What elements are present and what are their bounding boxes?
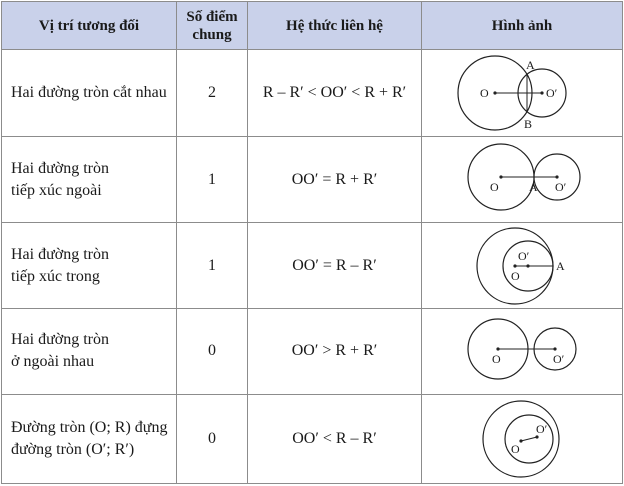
label-O2: O′: [553, 351, 565, 366]
center-point-O2: [526, 264, 529, 267]
position-line: tiếp xúc trong: [11, 267, 100, 285]
label-B: B: [524, 117, 533, 132]
label-A: A: [556, 258, 565, 273]
table-row: [2, 50, 623, 137]
label-O: O: [480, 86, 489, 101]
points-cell: 0: [177, 394, 248, 483]
label-O: O: [490, 180, 499, 195]
label-O2: O′: [518, 248, 530, 263]
header-image: Hình ảnh: [422, 2, 623, 50]
points-cell: 1: [177, 137, 248, 223]
figure-cell: [422, 308, 623, 394]
position-cell: [2, 137, 177, 223]
label-A: A: [529, 180, 538, 195]
relation-cell: R – R′ < OO′ < R + R′: [248, 50, 422, 137]
circle-positions-table: [1, 1, 623, 484]
center-point-O2: [555, 176, 558, 179]
separate-circles-figure: [422, 309, 622, 394]
position-line: Hai đường tròn: [11, 331, 110, 349]
label-O: O: [511, 268, 520, 283]
position-cell: [2, 308, 177, 394]
header-position: Vị trí tương đối: [2, 2, 177, 50]
center-point-O: [499, 176, 502, 179]
table-row: [2, 223, 623, 308]
figure-cell: [422, 137, 623, 223]
position-line: tiếp xúc ngoài: [11, 181, 102, 199]
nested-circles-figure: [422, 395, 622, 483]
position-cell: [2, 223, 177, 308]
position-line: Hai đường tròn cắt nhau: [11, 84, 167, 102]
external-tangent-figure: [422, 137, 622, 222]
points-cell: 1: [177, 223, 248, 308]
position-cell: [2, 50, 177, 137]
label-O: O: [511, 441, 520, 456]
table-row: [2, 394, 623, 483]
figure-cell: [422, 50, 623, 137]
internal-tangent-figure: [422, 224, 622, 308]
center-point-O2: [553, 347, 556, 350]
figure-cell: [422, 223, 623, 308]
header-relation: Hệ thức liên hệ: [248, 2, 422, 50]
relation-cell: OO′ > R + R′: [248, 308, 422, 394]
label-O2: O′: [536, 421, 548, 436]
figure-cell: [422, 394, 623, 483]
circle-O: [483, 401, 559, 477]
relation-cell: OO′ = R + R′: [248, 137, 422, 223]
center-point-O: [519, 439, 522, 442]
relation-cell: OO′ < R – R′: [248, 394, 422, 483]
header-row: [2, 2, 623, 50]
position-line: đường tròn (O′; R′): [11, 440, 135, 458]
position-line: Hai đường tròn: [11, 159, 110, 177]
table-row: [2, 137, 623, 223]
position-cell: [2, 394, 177, 483]
label-O2: O′: [555, 180, 567, 195]
points-cell: 0: [177, 308, 248, 394]
header-points: Số điểm chung: [177, 2, 248, 50]
position-line: Hai đường tròn: [11, 245, 110, 263]
label-O: O: [492, 351, 501, 366]
intersecting-circles-figure: [422, 50, 622, 136]
label-O2: O′: [546, 86, 558, 101]
table-row: [2, 308, 623, 394]
points-cell: 2: [177, 50, 248, 137]
position-line: Đường tròn (O; R) đựng: [11, 418, 168, 436]
position-line: ở ngoài nhau: [11, 353, 95, 371]
center-segment: [521, 437, 537, 441]
center-point-O2: [540, 92, 543, 95]
relation-cell: OO′ = R – R′: [248, 223, 422, 308]
center-point-O: [496, 347, 499, 350]
center-point-O: [513, 264, 516, 267]
label-A: A: [526, 58, 535, 73]
center-point-O: [493, 92, 496, 95]
